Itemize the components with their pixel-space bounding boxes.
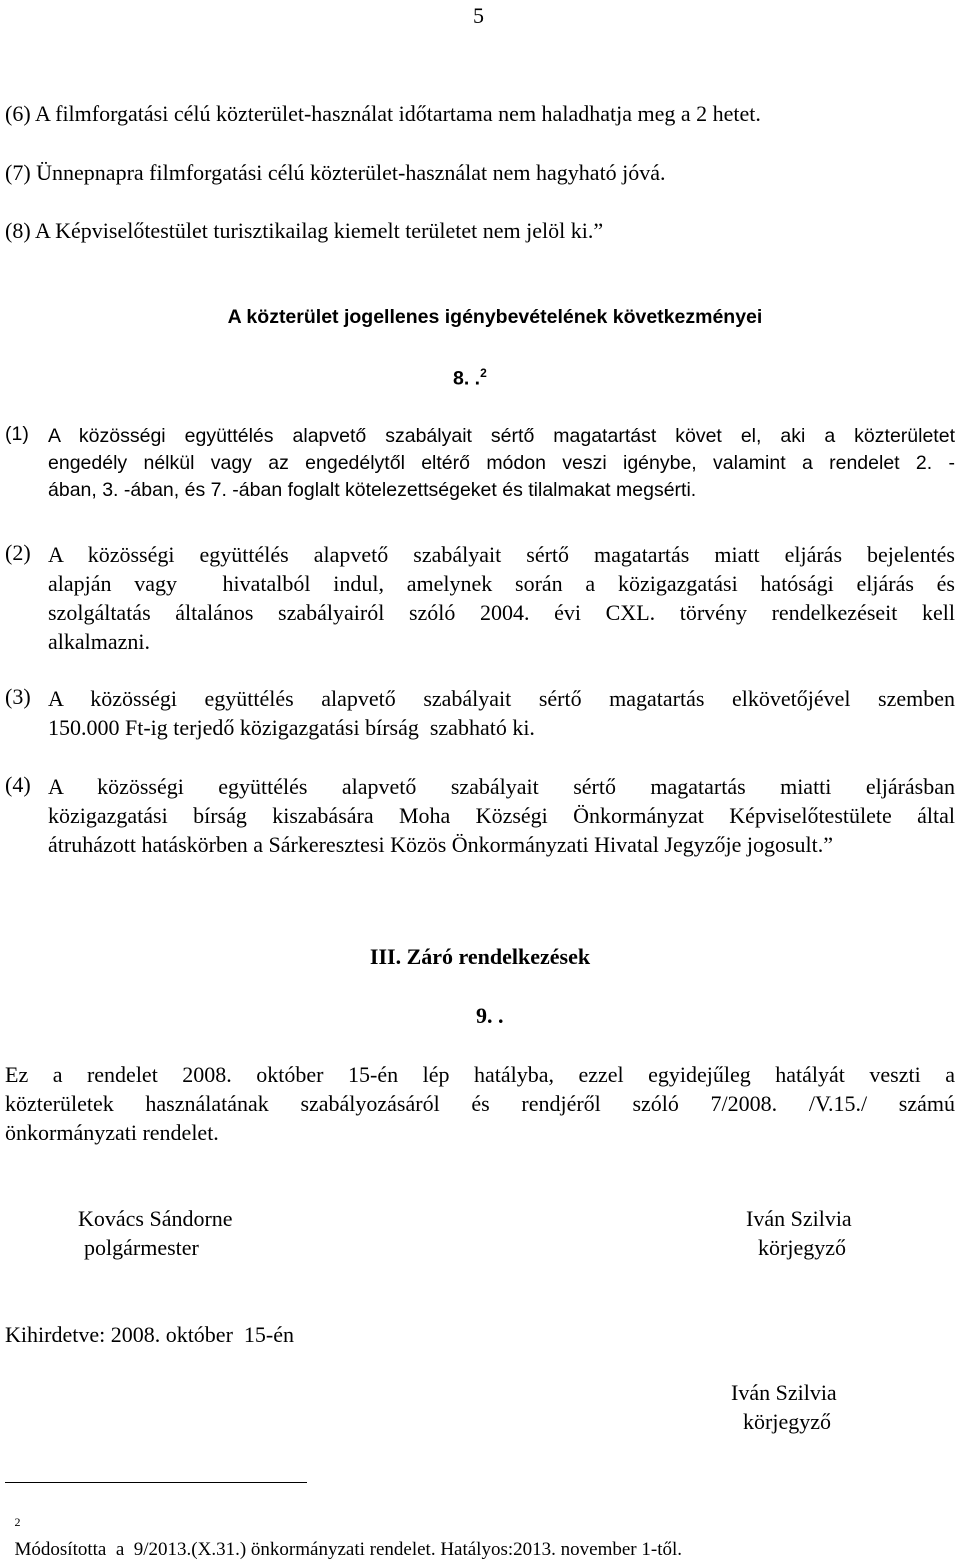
footnote-text: Módosította a 9/2013.(X.31.) önkormányzati rendelet. Hatályos:2013. november 1-től. — [14, 1539, 682, 1561]
paragraph-8: (8) A Képviselőtestület turisztikailag kiemelt területet nem jelöl ki.” — [5, 218, 604, 243]
final-provisions — [5, 1060, 955, 1147]
paragraph-line: A közösségi együttélés alapvető szabályait sértő magatartás miatt eljárás bejelentés — [48, 542, 955, 567]
signature-left-name: Kovács Sándorne — [78, 1206, 233, 1231]
paragraph-line: A közösségi együttélés alapvető szabályait sértő magatartás miatti eljárásban — [48, 774, 955, 799]
paragraph-line: önkormányzati rendelet. — [5, 1120, 219, 1145]
paragraph-line: átruházott hatáskörben a Sárkeresztesi Közös Önkormányzati Hivatal Jegyzője jogosult.” — [48, 832, 834, 857]
section-heading-final: III. Záró rendelkezések — [369, 944, 591, 969]
signature-left-title: polgármester — [84, 1235, 199, 1260]
section-9-label: 9. . — [476, 1003, 504, 1028]
signature-right-title: körjegyző — [758, 1235, 846, 1260]
section-8-number: 8. . — [453, 367, 481, 390]
paragraph-8-4 — [48, 772, 955, 859]
paragraph-line: közterületek használatának szabályozásáról és rendjéről szóló 7/2008. /V.15./ számú — [5, 1091, 955, 1116]
signature-bottom-name: Iván Szilvia — [731, 1380, 837, 1405]
paragraph-8-1 — [48, 423, 955, 504]
paragraph-line: ában, 3. -ában, és 7. -ában foglalt kötelezettségeket és tilalmakat megsérti. — [48, 479, 697, 501]
paragraph-line: közigazgatási bírság kiszabására Moha Községi Önkormányzat Képviselőtestülete által — [48, 803, 955, 828]
paragraph-line: 150.000 Ft-ig terjedő közigazgatási bírság szabható ki. — [48, 715, 535, 740]
footnote — [5, 1493, 682, 1561]
paragraph-8-4-number: (4) — [5, 772, 31, 797]
paragraph-line: A közösségi együttélés alapvető szabályait sértő magatartást követ el, aki a közterületet — [48, 425, 955, 447]
paragraph-8-1-number: (1) — [5, 423, 29, 445]
paragraph-8-2-number: (2) — [5, 540, 31, 565]
paragraph-line: alapján vagy hivatalból indul, amelynek során a közigazgatási hatósági eljárás és — [48, 571, 955, 596]
paragraph-6: (6) A filmforgatási célú közterület-használat időtartama nem haladhatja meg a 2 hetet. — [5, 101, 761, 126]
paragraph-line: szolgáltatás általános szabályairól szóló 2004. évi CXL. törvény rendelkezéseit kell — [48, 600, 955, 625]
signature-bottom-title: körjegyző — [743, 1409, 831, 1434]
paragraph-8-2 — [48, 540, 955, 656]
section-8-label — [453, 366, 487, 391]
footnote-separator — [5, 1482, 307, 1483]
section-heading-consequences: A közterület jogellenes igénybevételének következményei — [227, 306, 763, 328]
footnote-ref-2: 2 — [480, 366, 487, 380]
footnote-number: 2 — [14, 1515, 21, 1529]
paragraph-line: alkalmazni. — [48, 629, 151, 654]
paragraph-8-3-number: (3) — [5, 684, 31, 709]
signature-right-name: Iván Szilvia — [746, 1206, 852, 1231]
page-number: 5 — [473, 3, 484, 28]
paragraph-line: engedély nélkül vagy az engedélytől eltérő módon veszi igénybe, valamint a rendelet 2. - — [48, 452, 955, 474]
paragraph-line: A közösségi együttélés alapvető szabályait sértő magatartás elkövetőjével szemben — [48, 686, 955, 711]
paragraph-8-3 — [48, 684, 955, 742]
paragraph-line: Ez a rendelet 2008. október 15-én lép hatályba, ezzel egyidejűleg hatályát veszti a — [5, 1062, 955, 1087]
paragraph-7: (7) Ünnepnapra filmforgatási célú közterület-használat nem hagyható jóvá. — [5, 160, 666, 185]
promulgation-date: Kihirdetve: 2008. október 15-én — [5, 1322, 294, 1347]
